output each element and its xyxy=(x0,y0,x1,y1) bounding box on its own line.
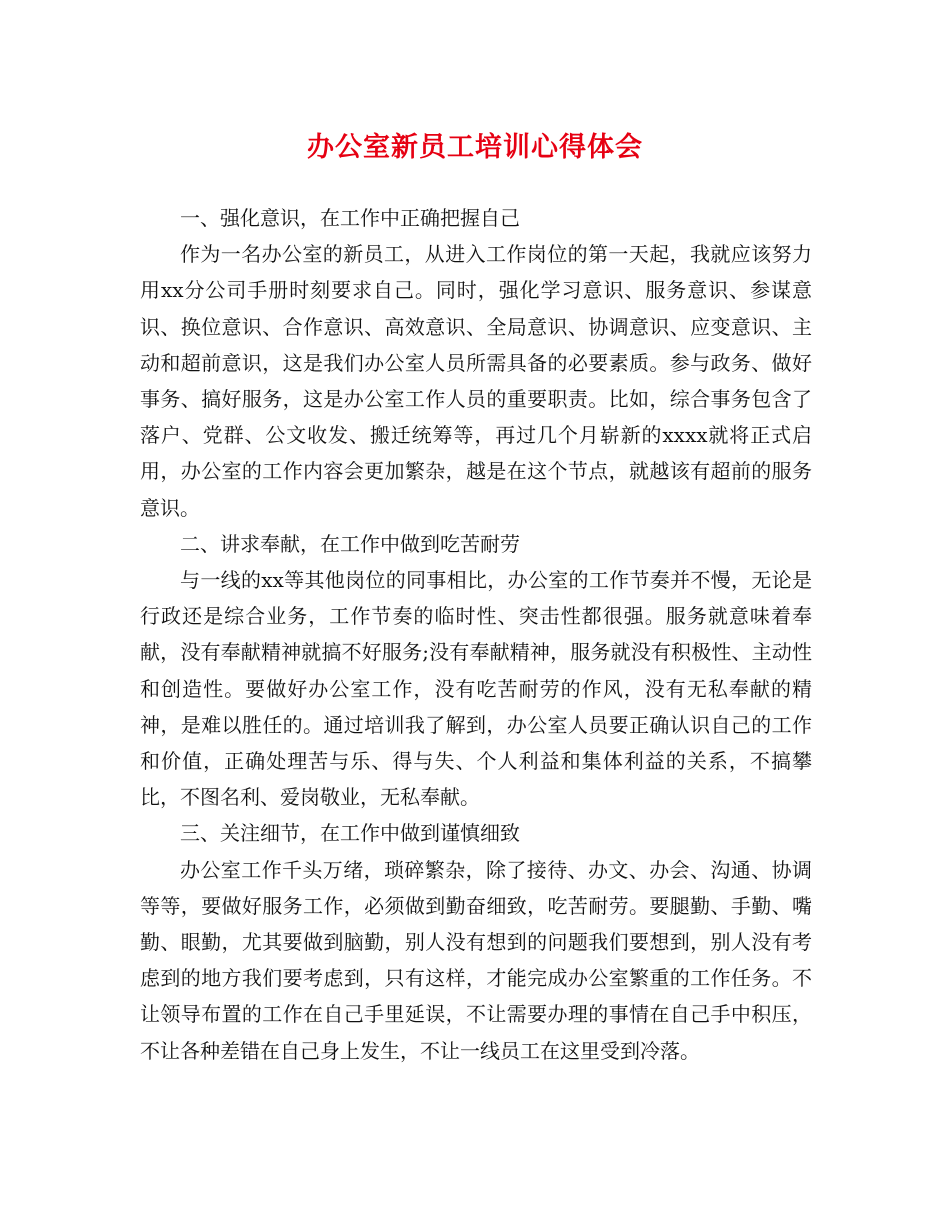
document-title: 办公室新员工培训心得体会 xyxy=(307,132,643,163)
section-2-paragraph: 与一线的xx等其他岗位的同事相比，办公室的工作节奏并不慢，无论是行政还是综合业务，工作节奏的临时性、突击性都很强。服务就意味着奉献，没有奉献精神就搞不好服务;没有奉献精神，服务就没有积极性、主动性和创造性。要做好办公室工作，没有吃苦耐劳的作风，没有无私奉献的精神，是难以胜任的。通过培训我了解到，办公室人员要正确认识自己的工作和价值，正确处理苦与乐、得与失、个人利益和集体利益的关系，不搞攀比，不图名利、爱岗敬业，无私奉献。 xyxy=(140,568,812,810)
section-3-heading: 三、关注细节，在工作中做到谨慎细致 xyxy=(180,821,520,846)
section-1-heading: 一、强化意识，在工作中正确把握自己 xyxy=(180,206,520,230)
section-2-heading: 二、讲求奉献，在工作中做到吃苦耐劳 xyxy=(180,531,520,556)
section-3-paragraph: 办公室工作千头万绪，琐碎繁杂，除了接待、办文、办会、沟通、协调等等，要做好服务工作，必须做到勤奋细致，吃苦耐劳。要腿勤、手勤、嘴勤、眼勤，尤其要做到脑勤，别人没有想到的问题我们要想到，别人没有考虑到的地方我们要考虑到，只有这样，才能完成办公室繁重的工作任务。不让领导布置的工作在自己手里延误，不让需要办理的事情在自己手中积压，不让各种差错在自己身上发生，不让一线员工在这里受到冷落。 xyxy=(140,857,812,1063)
section-1-paragraph: 作为一名办公室的新员工，从进入工作岗位的第一天起，我就应该努力用xx分公司手册时刻要求自己。同时，强化学习意识、服务意识、参谋意识、换位意识、合作意识、高效意识、全局意识、协调意识、应变意识、主动和超前意识，这是我们办公室人员所需具备的必要素质。参与政务、做好事务、搞好服务，这是办公室工作人员的重要职责。比如，综合事务包含了落户、党群、公文收发、搬迁统筹等，再过几个月崭新的xxxx就将正式启用，办公室的工作内容会更加繁杂，越是在这个节点，就越该有超前的服务意识。 xyxy=(140,242,812,520)
document-body xyxy=(140,200,812,1069)
